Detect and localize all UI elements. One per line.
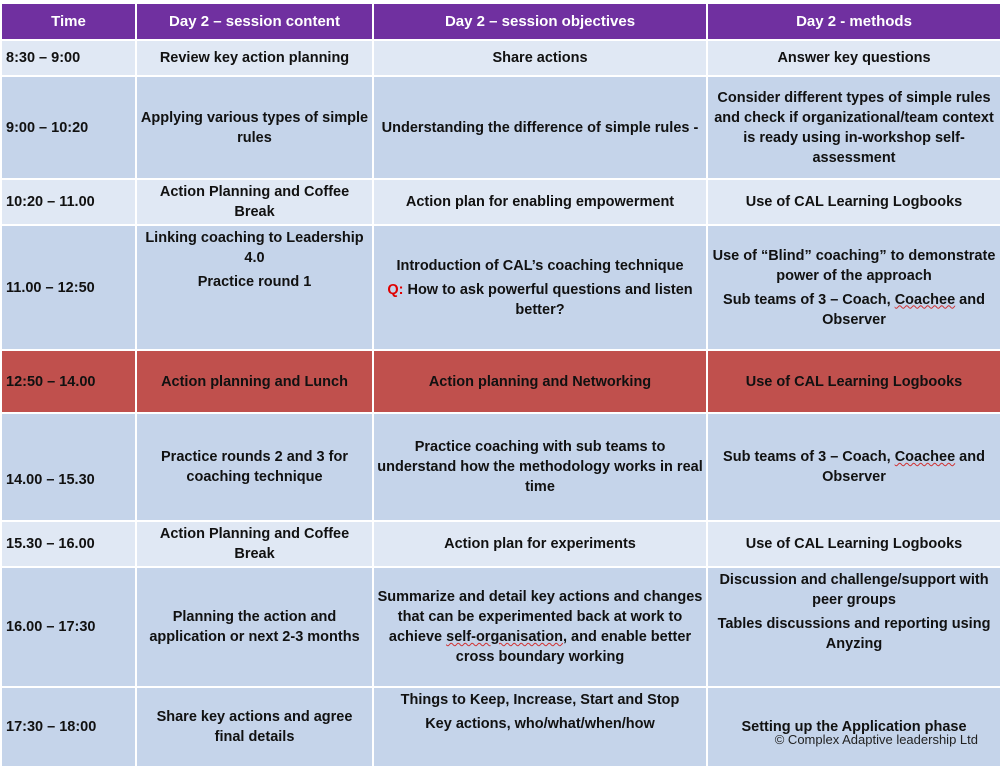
content-cell: Review key action planning <box>136 40 373 76</box>
method-line: Discussion and challenge/support with peer groups <box>719 572 989 608</box>
header-row <box>1 3 1000 40</box>
methods-cell: Consider different types of simple rules and check if organizational/team context is ready using in-workshop self-assessment <box>707 76 1000 179</box>
time-cell: 15.30 – 16.00 <box>1 521 136 567</box>
methods-cell <box>707 225 1000 350</box>
objectives-cell: Action planning and Networking <box>373 350 707 413</box>
content-line: Linking coaching to Leadership 4.0 <box>145 230 364 266</box>
schedule-table <box>0 2 1000 768</box>
spellcheck-word: self-organisation <box>446 629 563 645</box>
table-row <box>1 567 1000 687</box>
time-cell: 9:00 – 10:20 <box>1 76 136 179</box>
objectives-cell <box>373 567 707 687</box>
method-line: Tables discussions and reporting using Anyzing <box>717 616 991 652</box>
header-objectives: Day 2 – session objectives <box>373 3 707 40</box>
time-cell: 17:30 – 18:00 <box>1 687 136 767</box>
objectives-cell: Share actions <box>373 40 707 76</box>
time-cell: 11.00 – 12:50 <box>1 225 136 350</box>
objectives-cell <box>373 225 707 350</box>
methods-cell: Use of CAL Learning Logbooks <box>707 521 1000 567</box>
question-text: How to ask powerful questions and listen better? <box>407 281 693 318</box>
header-methods: Day 2 - methods <box>707 3 1000 40</box>
spellcheck-word: Coachee <box>894 449 956 465</box>
content-cell: Applying various types of simple rules <box>136 76 373 179</box>
content-line: Practice round 1 <box>197 274 312 290</box>
method-text: Sub teams of 3 – Coach, <box>723 449 891 465</box>
objective-question <box>377 280 703 320</box>
time-cell: 12:50 – 14.00 <box>1 350 136 413</box>
time-cell: 10:20 – 11.00 <box>1 179 136 225</box>
method-text: and Observer <box>822 449 985 485</box>
table-row <box>1 76 1000 179</box>
table-row <box>1 225 1000 350</box>
time-cell: 14.00 – 15.30 <box>1 413 136 521</box>
objectives-cell: Action plan for experiments <box>373 521 707 567</box>
objective-text: , and enable better cross boundary working <box>455 629 692 665</box>
table-row <box>1 179 1000 225</box>
objective-line: Key actions, who/what/when/how <box>425 716 655 732</box>
content-cell <box>136 225 373 350</box>
methods-cell <box>707 413 1000 521</box>
objectives-cell <box>373 687 707 767</box>
objective-line: Things to Keep, Increase, Start and Stop <box>400 692 680 708</box>
content-cell: Practice rounds 2 and 3 for coaching technique <box>136 413 373 521</box>
content-cell: Action Planning and Coffee Break <box>136 521 373 567</box>
method-text: and Observer <box>822 291 985 328</box>
table-row <box>1 413 1000 521</box>
content-cell: Action Planning and Coffee Break <box>136 179 373 225</box>
time-cell: 16.00 – 17:30 <box>1 567 136 687</box>
header-time: Time <box>1 3 136 40</box>
method-text: Sub teams of 3 – Coach, <box>723 291 891 308</box>
copyright-footer: © Complex Adaptive leadership Ltd <box>774 732 978 747</box>
spellcheck-word: Coachee <box>894 291 956 308</box>
methods-cell: Setting up the Application phase <box>707 687 1000 767</box>
content-cell: Action planning and Lunch <box>136 350 373 413</box>
methods-cell: Use of CAL Learning Logbooks <box>707 179 1000 225</box>
methods-cell: Use of CAL Learning Logbooks <box>707 350 1000 413</box>
objectives-cell: Practice coaching with sub teams to understand how the methodology works in real time <box>373 413 707 521</box>
methods-cell: Answer key questions <box>707 40 1000 76</box>
question-marker: Q: <box>387 281 404 298</box>
objective-line: Introduction of CAL’s coaching technique <box>396 257 684 274</box>
method-line <box>711 290 997 330</box>
content-cell: Planning the action and application or next 2-3 months <box>136 567 373 687</box>
objectives-cell: Action plan for enabling empowerment <box>373 179 707 225</box>
table-row <box>1 40 1000 76</box>
table-row-highlight <box>1 350 1000 413</box>
table-row <box>1 521 1000 567</box>
content-cell: Share key actions and agree final details <box>136 687 373 767</box>
objectives-cell: Understanding the difference of simple rules - <box>373 76 707 179</box>
time-cell: 8:30 – 9:00 <box>1 40 136 76</box>
method-line: Use of “Blind” coaching” to demonstrate power of the approach <box>712 247 996 284</box>
objective-text: Summarize and detail key actions and changes that can be experimented back at work to achieve <box>377 589 703 645</box>
header-content: Day 2 – session content <box>136 3 373 40</box>
table-row <box>1 687 1000 767</box>
methods-cell <box>707 567 1000 687</box>
